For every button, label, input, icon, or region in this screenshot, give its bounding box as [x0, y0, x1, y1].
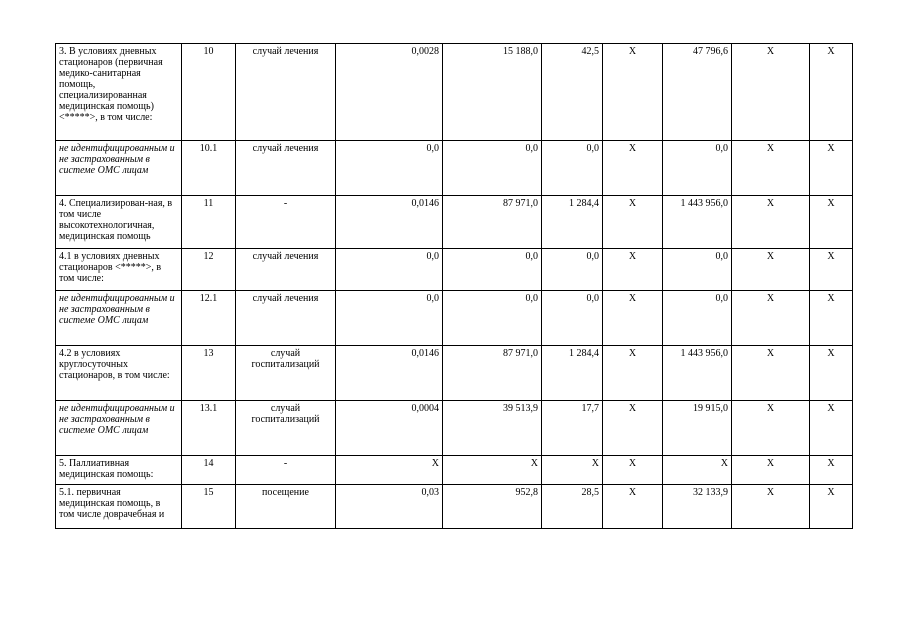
- unit-cell: случай лечения: [236, 44, 336, 141]
- x-cell: X: [603, 291, 663, 346]
- x-cell: X: [810, 291, 853, 346]
- value-cell: 952,8: [443, 485, 542, 529]
- x-cell: X: [810, 249, 853, 291]
- unit-cell: случай лечения: [236, 141, 336, 196]
- value-cell: 0,0146: [336, 346, 443, 401]
- row-name-cell: не идентифицированным и не застрахованным в системе ОМС лицам: [56, 291, 182, 346]
- row-name-cell: 4.2 в условиях круглосуточных стационаров, в том числе:: [56, 346, 182, 401]
- data-table: [55, 43, 853, 529]
- value-cell: 0,0: [663, 249, 732, 291]
- value-cell: 0,0004: [336, 401, 443, 456]
- unit-cell: случай госпитализаций: [236, 346, 336, 401]
- row-name-cell: 4.1 в условиях дневных стационаров <*****>, в том числе:: [56, 249, 182, 291]
- value-cell: 47 796,6: [663, 44, 732, 141]
- value-cell: 15 188,0: [443, 44, 542, 141]
- table-row: [56, 44, 853, 141]
- x-cell: X: [732, 141, 810, 196]
- value-cell: 0,0: [542, 141, 603, 196]
- value-cell: 0,0: [542, 291, 603, 346]
- value-cell: 28,5: [542, 485, 603, 529]
- table-row: [56, 346, 853, 401]
- x-cell: X: [732, 456, 810, 485]
- row-number-cell: 13.1: [182, 401, 236, 456]
- value-cell: 0,0: [542, 249, 603, 291]
- x-cell: X: [603, 456, 663, 485]
- x-cell: X: [603, 196, 663, 249]
- unit-cell: случай госпитализаций: [236, 401, 336, 456]
- value-cell: 0,0: [336, 291, 443, 346]
- row-name-cell: не идентифицированным и не застрахованным в системе ОМС лицам: [56, 141, 182, 196]
- x-cell: X: [732, 44, 810, 141]
- x-cell: X: [810, 346, 853, 401]
- value-cell: 0,0: [336, 141, 443, 196]
- x-cell: X: [603, 401, 663, 456]
- table-row: [56, 485, 853, 529]
- table-row: [56, 249, 853, 291]
- x-cell: X: [810, 141, 853, 196]
- value-cell: 1 443 956,0: [663, 196, 732, 249]
- value-cell: 87 971,0: [443, 196, 542, 249]
- x-cell: X: [603, 485, 663, 529]
- row-number-cell: 11: [182, 196, 236, 249]
- row-name-cell: 5.1. первичная медицинская помощь, в том числе доврачебная и: [56, 485, 182, 529]
- unit-cell: -: [236, 456, 336, 485]
- value-cell: 19 915,0: [663, 401, 732, 456]
- value-cell: 0,0: [336, 249, 443, 291]
- value-cell: 0,0: [663, 291, 732, 346]
- value-cell: 0,03: [336, 485, 443, 529]
- value-cell: X: [542, 456, 603, 485]
- value-cell: X: [336, 456, 443, 485]
- x-cell: X: [603, 249, 663, 291]
- unit-cell: -: [236, 196, 336, 249]
- value-cell: X: [443, 456, 542, 485]
- x-cell: X: [603, 141, 663, 196]
- table-body: [56, 44, 853, 529]
- x-cell: X: [603, 346, 663, 401]
- row-number-cell: 12: [182, 249, 236, 291]
- table-row: [56, 141, 853, 196]
- x-cell: X: [810, 485, 853, 529]
- value-cell: 1 284,4: [542, 346, 603, 401]
- value-cell: 87 971,0: [443, 346, 542, 401]
- row-number-cell: 13: [182, 346, 236, 401]
- row-number-cell: 12.1: [182, 291, 236, 346]
- row-name-cell: не идентифицированным и не застрахованным в системе ОМС лицам: [56, 401, 182, 456]
- unit-cell: случай лечения: [236, 249, 336, 291]
- x-cell: X: [603, 44, 663, 141]
- x-cell: X: [732, 291, 810, 346]
- value-cell: X: [663, 456, 732, 485]
- value-cell: 0,0: [443, 141, 542, 196]
- row-number-cell: 10.1: [182, 141, 236, 196]
- value-cell: 1 284,4: [542, 196, 603, 249]
- table-row: [56, 401, 853, 456]
- value-cell: 42,5: [542, 44, 603, 141]
- table-row: [56, 456, 853, 485]
- table-row: [56, 291, 853, 346]
- row-name-cell: 3. В условиях дневных стационаров (первичная медико-санитарная помощь, специализированная медицинская помощь) <*****>, в том числе:: [56, 44, 182, 141]
- value-cell: 0,0028: [336, 44, 443, 141]
- row-number-cell: 10: [182, 44, 236, 141]
- x-cell: X: [810, 456, 853, 485]
- value-cell: 32 133,9: [663, 485, 732, 529]
- value-cell: 0,0146: [336, 196, 443, 249]
- x-cell: X: [810, 44, 853, 141]
- x-cell: X: [732, 485, 810, 529]
- row-number-cell: 15: [182, 485, 236, 529]
- value-cell: 0,0: [443, 291, 542, 346]
- x-cell: X: [810, 196, 853, 249]
- row-name-cell: 4. Специализирован-ная, в том числе высокотехнологичная, медицинская помощь: [56, 196, 182, 249]
- x-cell: X: [732, 249, 810, 291]
- unit-cell: посещение: [236, 485, 336, 529]
- value-cell: 1 443 956,0: [663, 346, 732, 401]
- value-cell: 0,0: [443, 249, 542, 291]
- value-cell: 17,7: [542, 401, 603, 456]
- value-cell: 39 513,9: [443, 401, 542, 456]
- x-cell: X: [732, 346, 810, 401]
- unit-cell: случай лечения: [236, 291, 336, 346]
- x-cell: X: [810, 401, 853, 456]
- x-cell: X: [732, 401, 810, 456]
- x-cell: X: [732, 196, 810, 249]
- row-name-cell: 5. Паллиативная медицинская помощь:: [56, 456, 182, 485]
- row-number-cell: 14: [182, 456, 236, 485]
- table-row: [56, 196, 853, 249]
- value-cell: 0,0: [663, 141, 732, 196]
